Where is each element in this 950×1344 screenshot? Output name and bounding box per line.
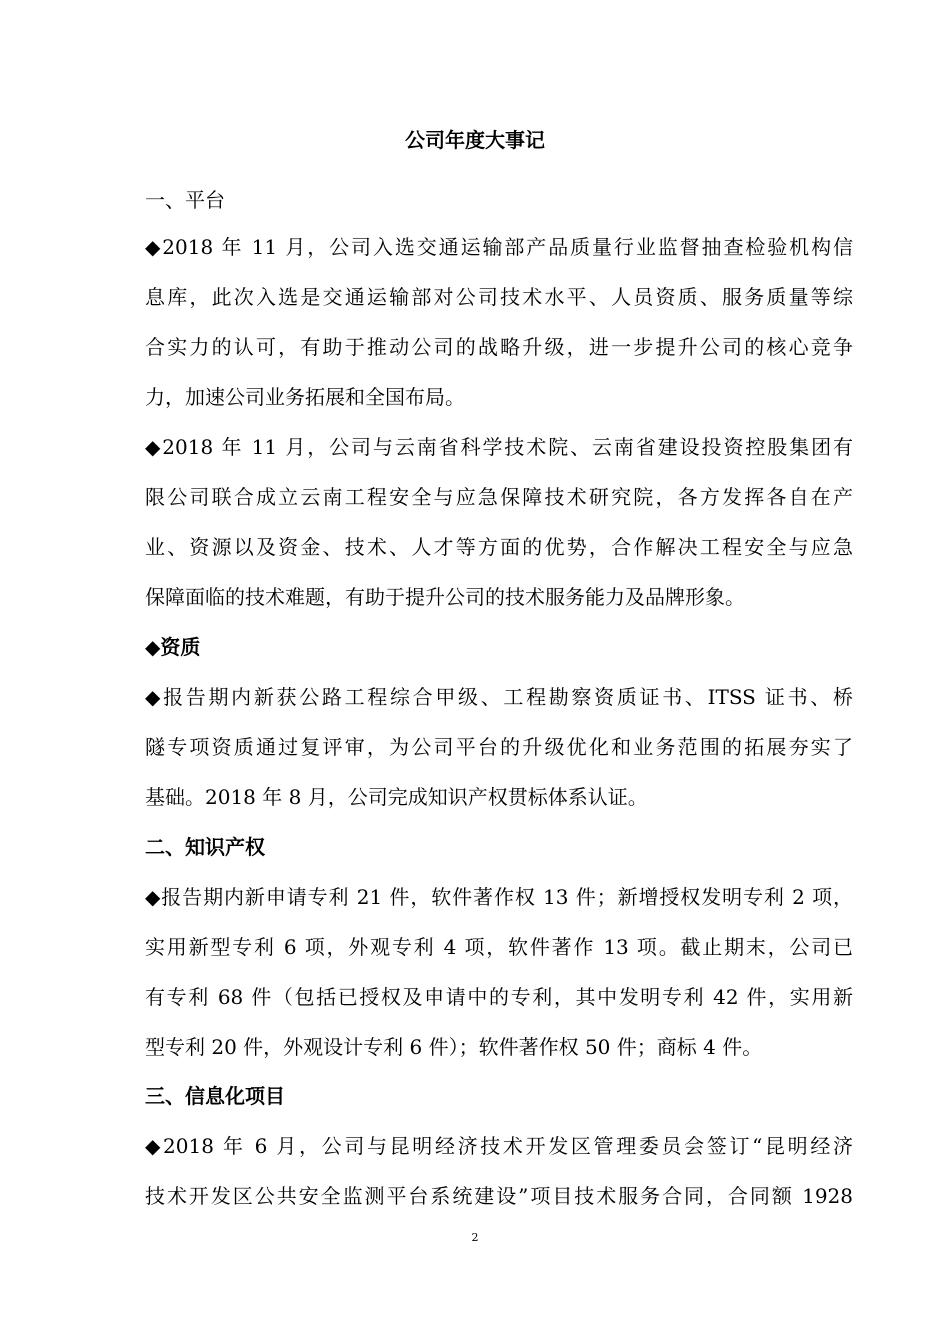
paragraph-platform-2	[145, 422, 853, 622]
paragraph-ip	[145, 872, 853, 1072]
text-line: 限公司联合成立云南工程安全与应急保障技术研究院，各方发挥各自在产	[145, 485, 853, 509]
text-line: 技术开发区公共安全监测平台系统建设”项目技术服务合同，合同额 1928	[145, 1184, 853, 1208]
text-line: ◆2018 年 11 月，公司与云南省科学技术院、云南省建设投资控股集团有	[145, 435, 853, 459]
paragraph-qualification	[145, 672, 853, 822]
text-line: ◆2018 年 6 月，公司与昆明经济技术开发区管理委员会签订“昆明经济	[145, 1134, 853, 1158]
text-line: ◆报告期内新申请专利 21 件，软件著作权 13 件；新增授权发明专利 2 项，	[145, 885, 853, 909]
text-line: 型专利 20 件，外观设计专利 6 件）；软件著作权 50 件；商标 4 件。	[145, 1035, 763, 1059]
text-line: 实用新型专利 6 项，外观专利 4 项，软件著作 13 项。截止期末，公司已	[145, 935, 853, 959]
paragraph-it-projects	[145, 1121, 853, 1221]
text-line: ◆2018 年 11 月，公司入选交通运输部产品质量行业监督抽查检验机构信	[145, 235, 853, 259]
text-line: 基础。2018 年 8 月，公司完成知识产权贯标体系认证。	[145, 785, 648, 809]
text-line: 业、资源以及资金、技术、人才等方面的优势，合作解决工程安全与应急	[145, 535, 853, 559]
page-number: 2	[471, 1231, 479, 1244]
text-line: 保障面临的技术难题，有助于提升公司的技术服务能力及品牌形象。	[145, 585, 745, 609]
text-line: 力，加速公司业务拓展和全国布局。	[145, 385, 465, 409]
section-heading-platform: 一、平台	[145, 188, 225, 212]
page-title: 公司年度大事记	[405, 128, 545, 152]
text-line: ◆报告期内新获公路工程综合甲级、工程勘察资质证书、ITSS 证书、桥	[145, 685, 853, 709]
paragraph-platform-1	[145, 222, 853, 422]
section-heading-it-projects: 三、信息化项目	[145, 1084, 285, 1108]
text-line: 息库，此次入选是交通运输部对公司技术水平、人员资质、服务质量等综	[145, 285, 853, 309]
text-line: 隧专项资质通过复评审，为公司平台的升级优化和业务范围的拓展夯实了	[145, 735, 853, 759]
text-line: 合实力的认可，有助于推动公司的战略升级，进一步提升公司的核心竞争	[145, 335, 853, 359]
text-line: 有专利 68 件（包括已授权及申请中的专利，其中发明专利 42 件，实用新	[145, 985, 853, 1009]
section-heading-ip: 二、知识产权	[145, 835, 265, 859]
section-heading-qualification: ◆资质	[145, 635, 201, 659]
